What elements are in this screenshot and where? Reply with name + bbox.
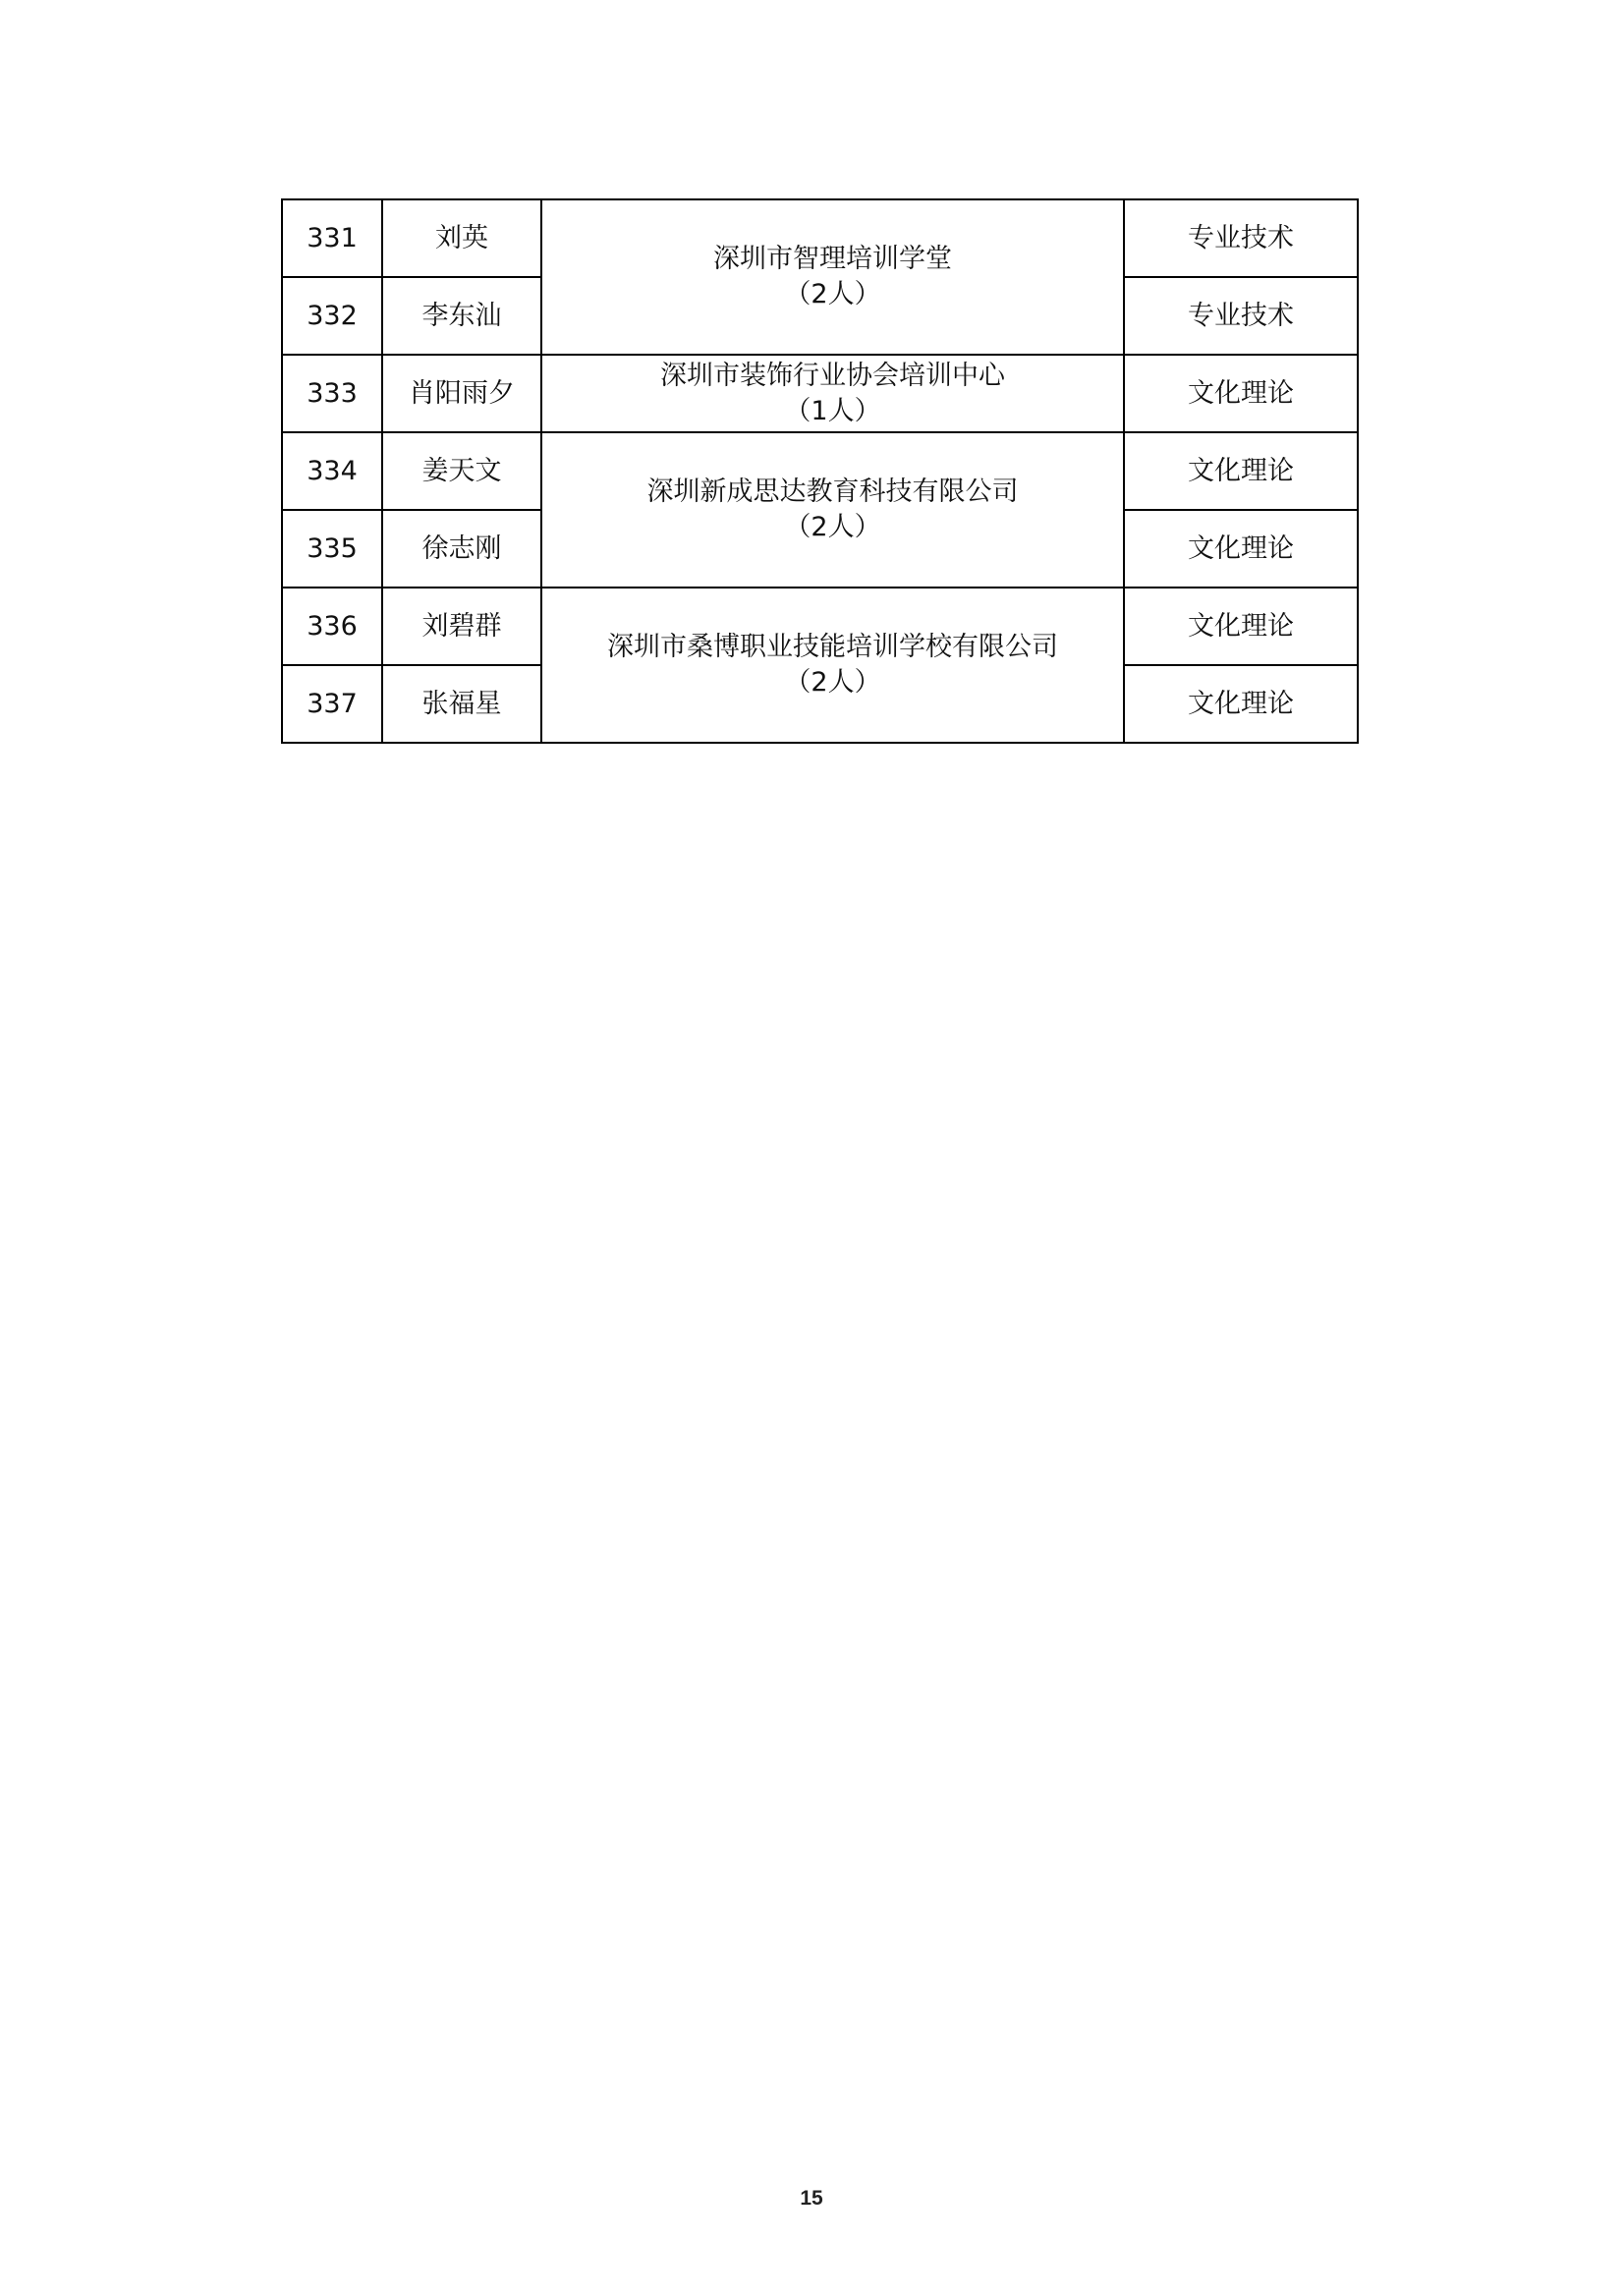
- table-row: [282, 588, 1358, 665]
- person-name: 张福星: [382, 665, 541, 743]
- row-number: 332: [282, 277, 382, 355]
- organization-count: （2人）: [784, 667, 881, 698]
- organization-cell: [541, 199, 1124, 355]
- training-category: 文化理论: [1124, 665, 1358, 743]
- organization-count: （1人）: [784, 395, 881, 426]
- training-category: 文化理论: [1124, 588, 1358, 665]
- organization-cell: [541, 432, 1124, 588]
- person-name: 肖阳雨夕: [382, 355, 541, 432]
- training-category: 文化理论: [1124, 510, 1358, 588]
- person-name: 姜天文: [382, 432, 541, 510]
- organization-name: 深圳市智理培训学堂: [713, 244, 952, 274]
- row-number: 334: [282, 432, 382, 510]
- training-category: 文化理论: [1124, 432, 1358, 510]
- person-name: 刘碧群: [382, 588, 541, 665]
- training-category: 文化理论: [1124, 355, 1358, 432]
- organization-name: 深圳新成思达教育科技有限公司: [646, 476, 1019, 507]
- trainee-table: [281, 198, 1359, 744]
- row-number: 331: [282, 199, 382, 277]
- table-row: [282, 355, 1358, 432]
- training-category: 专业技术: [1124, 199, 1358, 277]
- row-number: 336: [282, 588, 382, 665]
- row-number: 337: [282, 665, 382, 743]
- training-category: 专业技术: [1124, 277, 1358, 355]
- row-number: 335: [282, 510, 382, 588]
- table-row: [282, 199, 1358, 277]
- organization-count: （2人）: [784, 512, 881, 542]
- organization-count: （2人）: [784, 279, 881, 309]
- person-name: 徐志刚: [382, 510, 541, 588]
- page-number: 15: [800, 2187, 823, 2210]
- person-name: 刘英: [382, 199, 541, 277]
- row-number: 333: [282, 355, 382, 432]
- table-row: [282, 432, 1358, 510]
- organization-name: 深圳市桑博职业技能培训学校有限公司: [607, 632, 1058, 662]
- person-name: 李东汕: [382, 277, 541, 355]
- organization-cell: [541, 355, 1124, 432]
- organization-name: 深圳市装饰行业协会培训中心: [660, 360, 1005, 391]
- organization-cell: [541, 588, 1124, 743]
